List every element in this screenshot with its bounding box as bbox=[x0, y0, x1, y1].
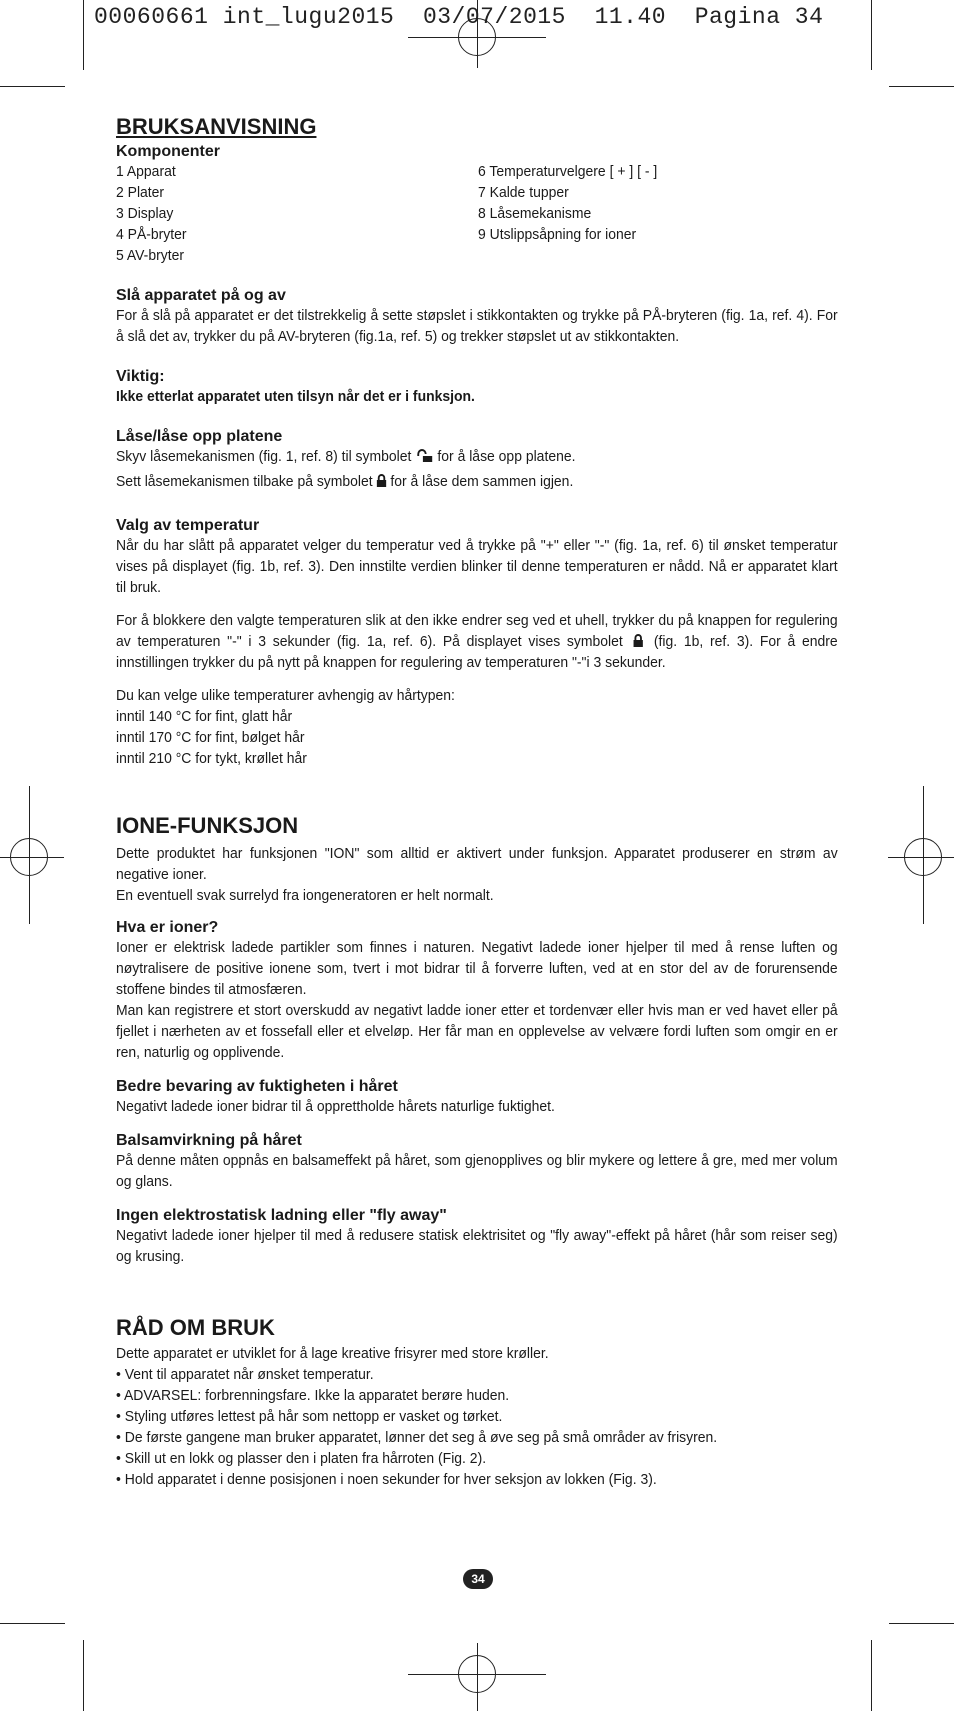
lock-line-2 bbox=[116, 471, 838, 492]
temperature-p2-a: For å blokkere den valgte temperaturen slik at den ikke endrer seg ved et uhell, trykker du på knappen for regulering av temperaturen "-" i 3 sekunder (fig. 1a, ref. 6). På displayet vises symbolet bbox=[116, 612, 838, 650]
temperature-heading: Valg av temperatur bbox=[116, 517, 260, 534]
registration-circle bbox=[10, 838, 48, 876]
onoff-heading: Slå apparatet på og av bbox=[116, 287, 286, 304]
balsam-text: På denne måten oppnås en balsameffekt på håret, som gjenopplives og blir mykere og lettere å gre, med mer volum og glans. bbox=[116, 1152, 838, 1190]
components-left bbox=[116, 161, 476, 266]
crop-mark bbox=[83, 1640, 84, 1711]
list-item: • Skill ut en lokk og plasser den i platen fra hårroten (Fig. 2). bbox=[116, 1450, 487, 1467]
registration-circle bbox=[458, 1655, 496, 1693]
crop-mark bbox=[871, 0, 872, 70]
page-number: 34 bbox=[463, 1569, 493, 1589]
list-item: 5 AV-bryter bbox=[116, 247, 184, 264]
important-text: Ikke etterlat apparatet uten tilsyn når det er i funksjon. bbox=[116, 388, 475, 405]
page-title: BRUKSANVISNING bbox=[116, 114, 317, 139]
document-body bbox=[116, 114, 838, 1490]
temperature-p2 bbox=[116, 610, 838, 673]
list-item: Du kan velge ulike temperaturer avhengig av hårtypen: bbox=[116, 687, 455, 704]
components-heading: Komponenter bbox=[116, 143, 220, 160]
list-item: inntil 210 °C for tykt, krøllet hår bbox=[116, 750, 307, 767]
lock-icon bbox=[376, 474, 386, 487]
list-item: inntil 140 °C for fint, glatt hår bbox=[116, 708, 293, 725]
what-p2: Man kan registrere et stort overskudd av negativt ladde ioner etter et tordenvær eller hvis man er ved havet eller på fjellet i nærheten av et fossefall eller et elveløp. Her får man en opplevelse av velvære fordi luften som omgir en er ren, naturlig og opplivende. bbox=[116, 1002, 838, 1061]
registration-circle bbox=[904, 838, 942, 876]
crop-mark bbox=[83, 0, 84, 70]
list-item: 2 Plater bbox=[116, 184, 165, 201]
advice-list bbox=[116, 1364, 838, 1490]
lock-line-2-a: Sett låsemekanismen tilbake på symbolet bbox=[116, 473, 373, 490]
ion-p1: Dette produktet har funksjonen "ION" som alltid er aktivert under funksjon. Apparatet produserer en strøm av negative ioner. bbox=[116, 845, 838, 883]
lock-line-2-b: for å låse dem sammen igjen. bbox=[390, 473, 574, 490]
list-item: 7 Kalde tupper bbox=[478, 184, 569, 201]
list-item: 6 Temperaturvelgere [ + ] [ - ] bbox=[478, 163, 658, 180]
list-item: • ADVARSEL: forbrenningsfare. Ikke la apparatet berøre huden. bbox=[116, 1387, 510, 1404]
onoff-text: For å slå på apparatet er det tilstrekkelig å sette støpslet i stikkontakten og trykke på PÅ-bryteren (fig. 1a, ref. 4). For å slå det av, trykker du på AV-bryteren (fig.1a, ref. 5) og trekker støpslet ut av stikkontakten. bbox=[116, 307, 838, 345]
what-p1: Ioner er elektrisk ladede partikler som finnes i naturen. Negativt ladede ioner hjelper til med å rense luften og nøytralisere de positive ionene som, tvert i mot bidrar til å forverre luften, ved at en stor del av de forurensende stoffene bindes til atmosfæren. bbox=[116, 939, 838, 998]
lock-heading: Låse/låse opp platene bbox=[116, 428, 283, 445]
advice-intro: Dette apparatet er utviklet for å lage kreative frisyrer med store krøller. bbox=[116, 1345, 549, 1362]
list-item: 1 Apparat bbox=[116, 163, 176, 180]
ion-p2: En eventuell svak surrelyd fra iongeneratoren er helt normalt. bbox=[116, 887, 494, 904]
lock-line-1-a: Skyv låsemekanismen (fig. 1, ref. 8) til symbolet bbox=[116, 448, 412, 465]
balsam-heading: Balsamvirkning på håret bbox=[116, 1132, 302, 1149]
crop-mark bbox=[0, 86, 65, 87]
list-item: inntil 170 °C for fint, bølget hår bbox=[116, 729, 305, 746]
moisture-heading: Bedre bevaring av fuktigheten i håret bbox=[116, 1078, 398, 1095]
important-heading: Viktig: bbox=[116, 368, 165, 385]
ion-title: IONE-FUNKSJON bbox=[116, 813, 299, 838]
temperature-p2-b: (fig. 1b, ref. 3). For å endre innstillingen trykker du på nytt på knappen for regulering av temperaturen "-"i 3 sekunder. bbox=[116, 633, 838, 671]
list-item: • Styling utføres lettest på hår som nettopp er vasket og tørket. bbox=[116, 1408, 503, 1425]
moisture-text: Negativt ladede ioner bidrar til å opprettholde hårets naturlige fuktighet. bbox=[116, 1098, 555, 1115]
list-item: 8 Låsemekanisme bbox=[478, 205, 592, 222]
static-heading: Ingen elektrostatisk ladning eller "fly away" bbox=[116, 1207, 447, 1224]
temperature-p1: Når du har slått på apparatet velger du temperatur ved å trykke på "+" eller "-" (fig. 1a, ref. 6) til ønsket temperatur vises på displayet (fig. 1b, ref. 3). Den innstilte verdien blinker til denne temperaturen er nådd. Nå er apparatet klart til bruk. bbox=[116, 537, 838, 596]
crop-mark bbox=[889, 1623, 954, 1624]
list-item: 4 PÅ-bryter bbox=[116, 226, 187, 243]
crop-mark bbox=[889, 86, 954, 87]
crop-mark bbox=[0, 1623, 65, 1624]
static-text: Negativt ladede ioner hjelper til med å redusere statisk elektrisitet og "fly away"-effekt på håret (hår som reiser seg) og krusing. bbox=[116, 1227, 838, 1265]
list-item: • Vent til apparatet når ønsket temperatur. bbox=[116, 1366, 374, 1383]
advice-title: RÅD OM BRUK bbox=[116, 1315, 275, 1340]
list-item: 3 Display bbox=[116, 205, 174, 222]
temperature-list bbox=[116, 685, 838, 769]
list-item: • Hold apparatet i denne posisjonen i noen sekunder for hver seksjon av lokken (Fig. 3). bbox=[116, 1471, 657, 1488]
print-slug: 00060661 int_lugu2015 03/07/2015 11.40 Pagina 34 bbox=[94, 4, 824, 30]
list-item: 9 Utslippsåpning for ioner bbox=[478, 226, 637, 243]
crop-mark bbox=[871, 1640, 872, 1711]
components-list bbox=[116, 161, 838, 266]
what-heading: Hva er ioner? bbox=[116, 919, 219, 936]
lock-icon bbox=[633, 634, 643, 647]
list-item: • De første gangene man bruker apparatet, lønner det seg å øve seg på små områder av frisyren. bbox=[116, 1429, 718, 1446]
lock-line-1 bbox=[116, 446, 838, 467]
unlock-icon bbox=[415, 449, 434, 462]
lock-line-1-b: for å låse opp platene. bbox=[437, 448, 576, 465]
